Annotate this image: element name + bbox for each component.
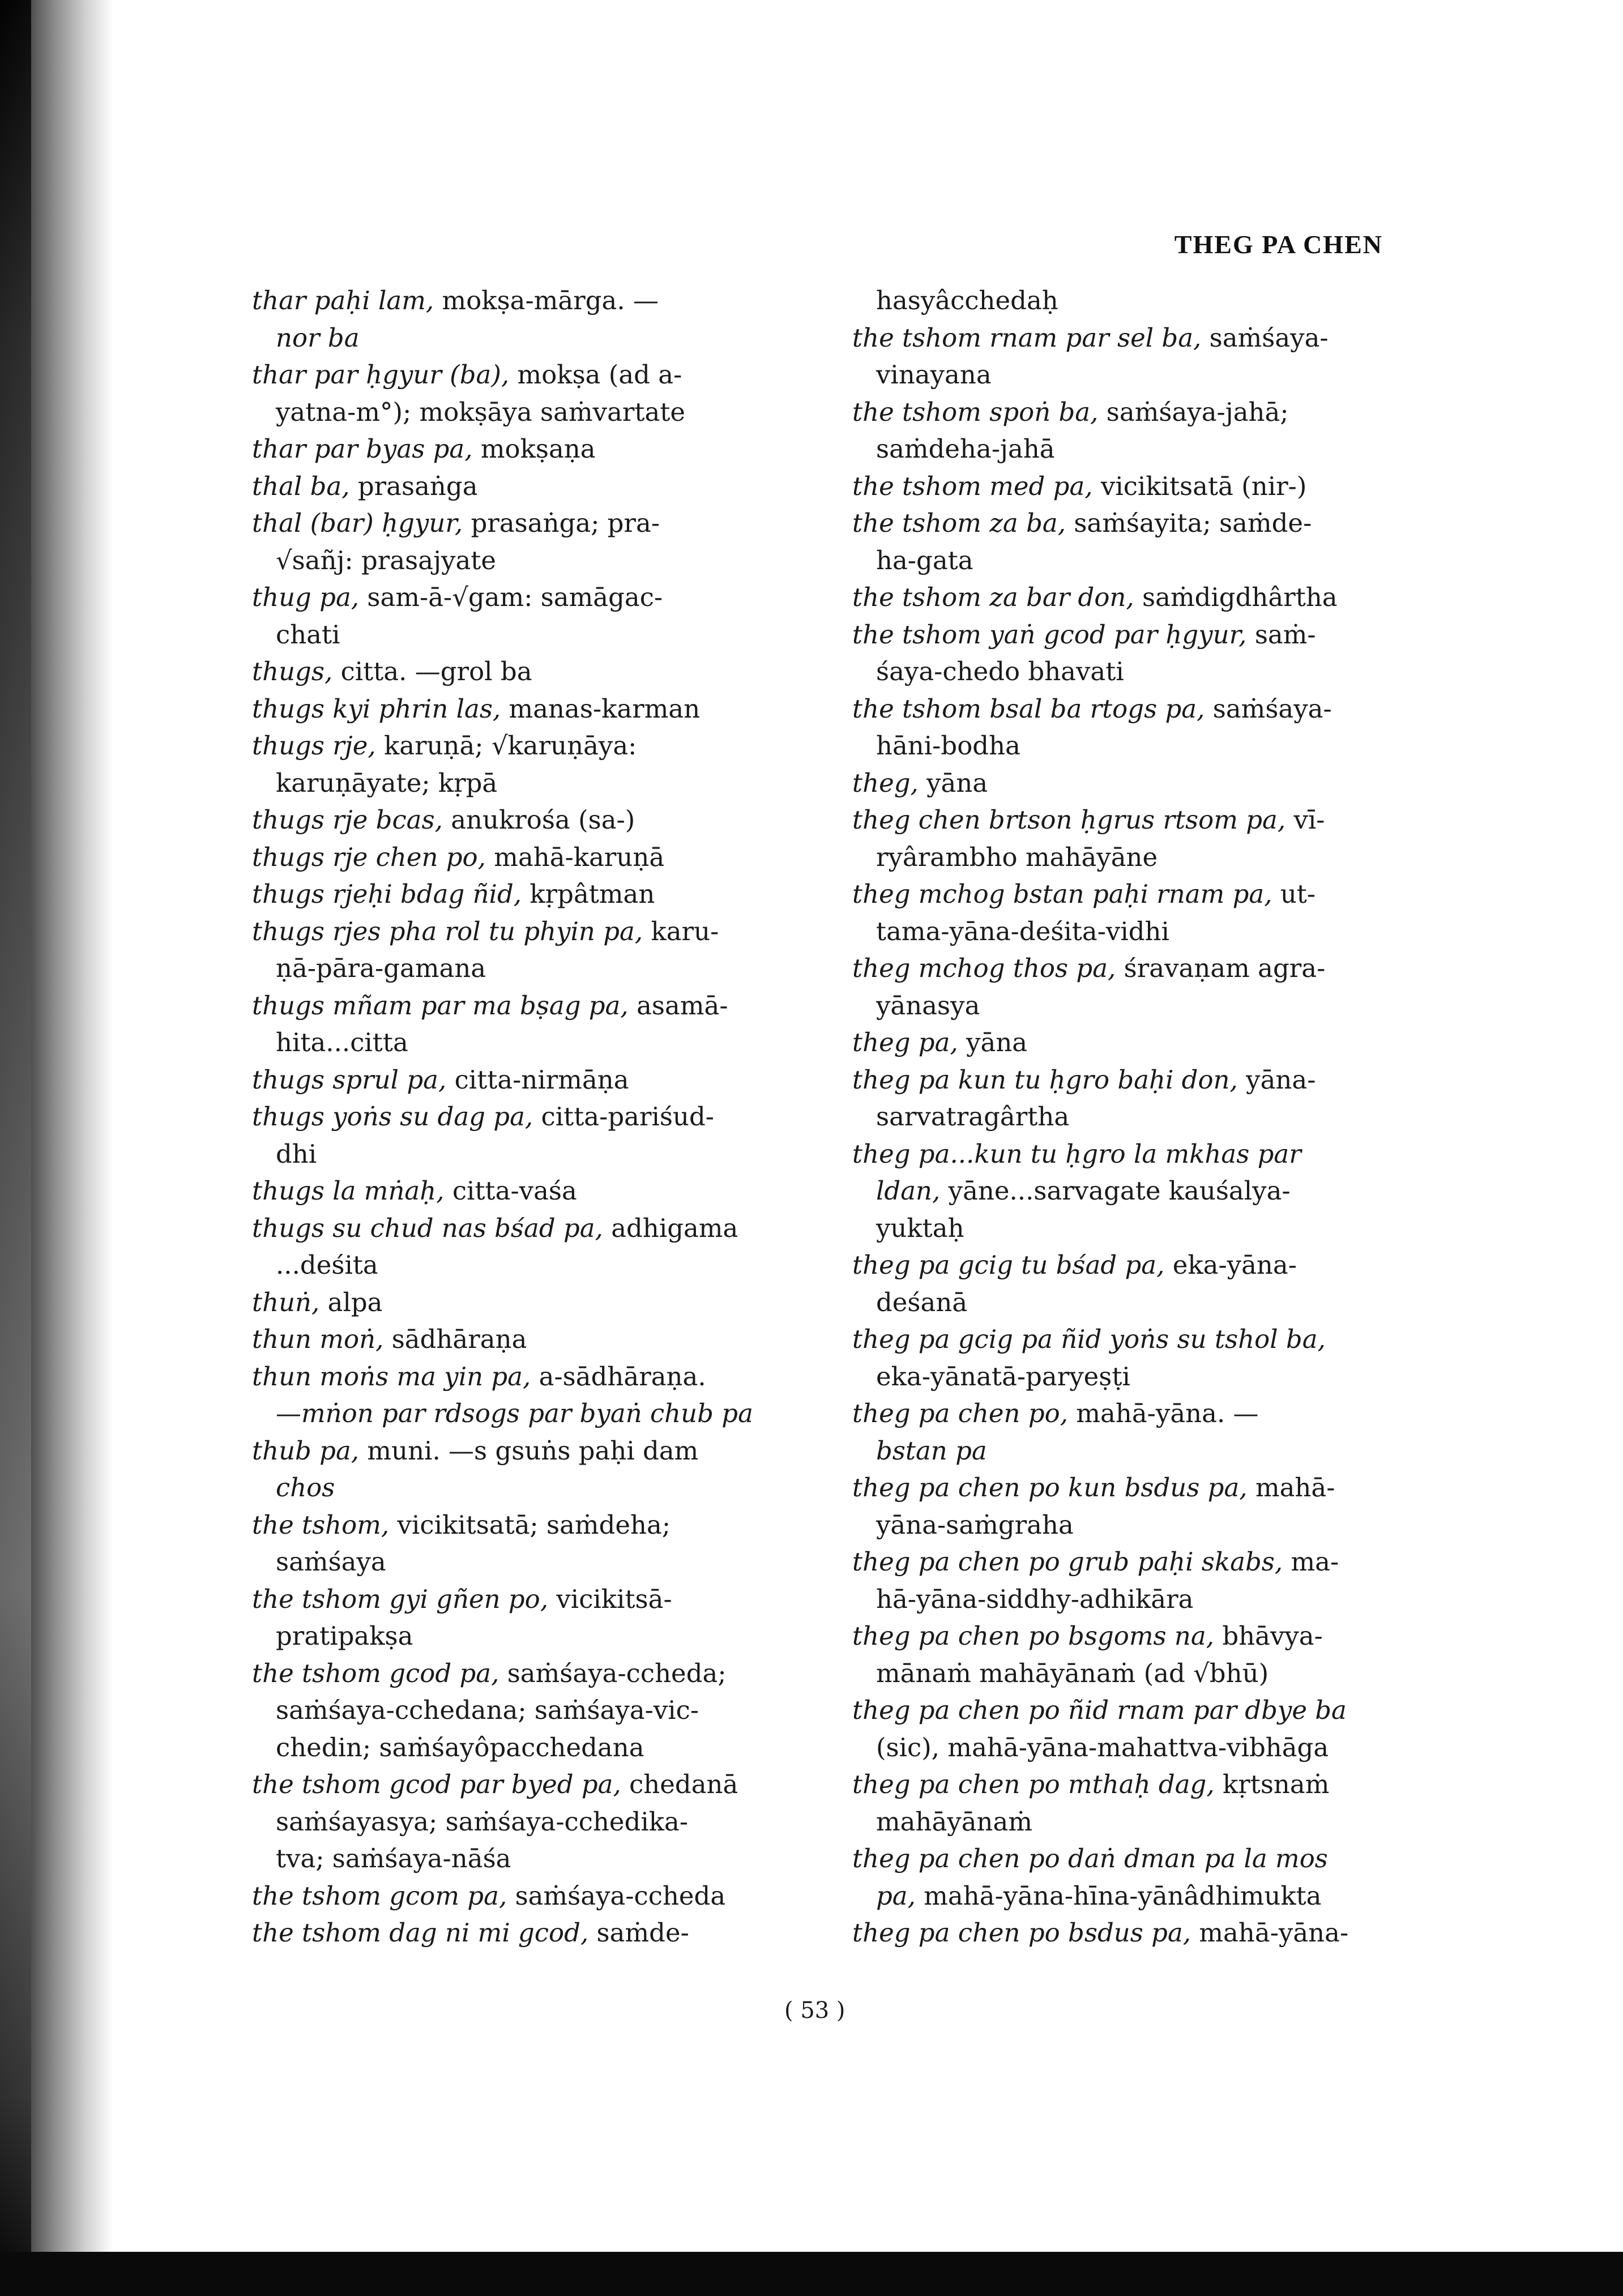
dictionary-line — [252, 319, 818, 357]
sanskrit-equivalent: saṁśaya-jahā; — [1106, 396, 1289, 427]
dictionary-line — [252, 1914, 818, 1952]
dictionary-line — [852, 839, 1419, 876]
dictionary-line — [852, 801, 1419, 839]
sanskrit-equivalent: deśanā — [876, 1287, 968, 1317]
dictionary-line — [852, 1840, 1419, 1877]
tibetan-term: theg chen brtson ḥgrus rtsom pa, — [852, 805, 1286, 835]
dictionary-line — [252, 1543, 818, 1581]
dictionary-line — [252, 913, 818, 950]
sanskrit-equivalent: bhāvya- — [1222, 1621, 1323, 1651]
sanskrit-equivalent: ryârambho mahāyāne — [876, 842, 1158, 872]
dictionary-line — [852, 282, 1419, 319]
dictionary-line — [852, 950, 1419, 987]
dictionary-line — [252, 1729, 818, 1766]
sanskrit-equivalent: sādhāraṇa — [391, 1324, 527, 1354]
sanskrit-equivalent: karu- — [651, 916, 719, 946]
sanskrit-equivalent: ut- — [1280, 879, 1316, 909]
dictionary-line — [252, 987, 818, 1025]
tibetan-term: the tshom, — [252, 1509, 390, 1540]
sanskrit-equivalent: saṁśaya-cchedana; saṁśaya-vic- — [276, 1695, 699, 1725]
tibetan-term: thugs mñam par ma bṣag pa, — [252, 990, 629, 1021]
tibetan-term: thug pa, — [252, 582, 360, 612]
sanskrit-equivalent: anukrośa (sa-) — [451, 805, 635, 835]
dictionary-line — [852, 468, 1419, 505]
dictionary-line — [252, 1172, 818, 1210]
sanskrit-equivalent: citta. —grol ba — [340, 656, 532, 686]
sanskrit-equivalent: hasyâcchedaḥ — [876, 285, 1058, 315]
tibetan-term: nor ba — [276, 322, 360, 353]
sanskrit-equivalent: mānaṁ mahāyānaṁ (ad √bhū) — [876, 1658, 1269, 1688]
tibetan-term: theg pa chen po ñid rnam par dbye ba — [852, 1695, 1347, 1725]
dictionary-line — [852, 394, 1419, 431]
sanskrit-equivalent: eka-yāna- — [1172, 1250, 1297, 1280]
tibetan-term: thub pa, — [252, 1435, 360, 1466]
tibetan-term: chos — [276, 1473, 335, 1503]
tibetan-term: thugs rje, — [252, 731, 376, 761]
sanskrit-equivalent: citta-vaśa — [452, 1176, 577, 1206]
sanskrit-equivalent: sam-ā-√gam: samāgac- — [367, 582, 663, 612]
sanskrit-equivalent: saṁśaya- — [1209, 322, 1329, 353]
sanskrit-equivalent: ma- — [1291, 1547, 1339, 1577]
sanskrit-equivalent: alpa — [327, 1287, 383, 1317]
dictionary-line — [252, 690, 818, 728]
right-column — [852, 282, 1419, 1952]
dictionary-line — [852, 1395, 1419, 1432]
sanskrit-equivalent: √sañj: prasajyate — [276, 545, 496, 575]
sanskrit-equivalent: mahā-karuṇā — [494, 842, 665, 872]
tibetan-term: thar par byas pa, — [252, 434, 473, 464]
tibetan-term: theg pa chen po bsgoms na, — [852, 1621, 1215, 1651]
sanskrit-equivalent: mokṣaṇa — [480, 434, 596, 464]
dictionary-line — [252, 394, 818, 431]
tibetan-term: theg, — [852, 767, 919, 798]
dictionary-line — [252, 1210, 818, 1247]
dictionary-line — [252, 1395, 818, 1432]
tibetan-term: theg pa chen po grub paḥi skabs, — [852, 1547, 1283, 1577]
dictionary-line — [252, 1840, 818, 1877]
tibetan-term: theg mchog thos pa, — [852, 953, 1116, 983]
sanskrit-equivalent: saṁdeha-jahā — [876, 434, 1055, 464]
dictionary-line — [252, 801, 818, 839]
dictionary-line — [852, 653, 1419, 690]
sanskrit-equivalent: ...deśita — [276, 1250, 378, 1280]
sanskrit-equivalent: saṁśaya-ccheda — [515, 1880, 726, 1911]
sanskrit-equivalent: chati — [276, 619, 340, 650]
sanskrit-equivalent: yuktaḥ — [876, 1213, 964, 1243]
sanskrit-equivalent: saṁśaya- — [1212, 693, 1332, 724]
sanskrit-equivalent: mokṣa (ad a- — [517, 360, 682, 390]
dictionary-line — [852, 1655, 1419, 1692]
dictionary-line — [852, 1210, 1419, 1247]
tibetan-term: theg pa chen po daṅ dman pa la mos — [852, 1843, 1328, 1873]
tibetan-term: thal ba, — [252, 471, 350, 501]
tibetan-term: theg pa gcig tu bśad pa, — [852, 1250, 1165, 1280]
sanskrit-equivalent: kṛpâtman — [529, 879, 655, 909]
dictionary-line — [252, 468, 818, 505]
sanskrit-equivalent: karuṇāyate; kṛpā — [276, 767, 498, 798]
sanskrit-equivalent: prasaṅga — [357, 471, 478, 501]
dictionary-line — [852, 1432, 1419, 1470]
tibetan-term: theg mchog bstan paḥi rnam pa, — [852, 879, 1272, 909]
tibetan-term: thugs, — [252, 656, 333, 686]
dictionary-line — [852, 1469, 1419, 1507]
dictionary-line — [852, 1136, 1419, 1173]
tibetan-term: the tshom rnam par sel ba, — [852, 322, 1202, 353]
tibetan-term: thugs rje bcas, — [252, 805, 443, 835]
dictionary-line — [252, 653, 818, 690]
dictionary-line — [252, 356, 818, 394]
sanskrit-equivalent: mahāyānaṁ — [876, 1806, 1033, 1837]
sanskrit-equivalent: vicikitsā- — [556, 1584, 672, 1614]
tibetan-term: the tshom bsal ba rtogs pa, — [852, 693, 1205, 724]
sanskrit-equivalent: vicikitsatā; saṁdeha; — [397, 1509, 671, 1540]
dictionary-line — [852, 727, 1419, 765]
tibetan-term: the tshom gcod par byed pa, — [252, 1769, 621, 1799]
sanskrit-equivalent: citta-nirmāṇa — [454, 1064, 629, 1095]
dictionary-line — [252, 1618, 818, 1655]
dictionary-line — [852, 1098, 1419, 1136]
dictionary-line — [252, 1284, 818, 1321]
dictionary-line — [252, 765, 818, 802]
sanskrit-equivalent: chedanā — [629, 1769, 738, 1799]
tibetan-term: thar paḥi lam, — [252, 285, 434, 315]
dictionary-line — [252, 727, 818, 765]
tibetan-term: thugs rjes pha rol tu phyin pa, — [252, 916, 643, 946]
dictionary-line — [852, 1507, 1419, 1544]
sanskrit-equivalent: saṁśaya — [276, 1547, 386, 1577]
sanskrit-equivalent: mahā- — [1255, 1473, 1335, 1503]
tibetan-term: the tshom dag ni mi gcod, — [252, 1918, 589, 1948]
sanskrit-equivalent: tama-yāna-deśita-vidhi — [876, 916, 1169, 946]
dictionary-line — [852, 876, 1419, 913]
dictionary-line — [252, 1581, 818, 1618]
sanskrit-equivalent: a-sādhāraṇa. — [539, 1361, 706, 1392]
dictionary-line — [852, 1321, 1419, 1358]
sanskrit-equivalent: hāni-bodha — [876, 731, 1020, 761]
dictionary-line — [252, 950, 818, 987]
page-number: ( 53 ) — [784, 1998, 845, 2024]
dictionary-line — [852, 542, 1419, 579]
dictionary-line — [852, 1581, 1419, 1618]
dictionary-line — [252, 1098, 818, 1136]
sanskrit-equivalent: citta-pariśud- — [541, 1102, 714, 1132]
dictionary-line — [252, 1766, 818, 1803]
sanskrit-equivalent: mokṣa-mārga. — — [442, 285, 659, 315]
dictionary-line — [252, 1247, 818, 1284]
tibetan-term: the tshom gcod pa, — [252, 1658, 499, 1688]
tibetan-term: thugs rje chen po, — [252, 842, 486, 872]
sanskrit-equivalent: mahā-yāna- — [1199, 1918, 1349, 1948]
dictionary-line — [852, 430, 1419, 468]
left-column — [252, 282, 818, 1952]
dictionary-line — [252, 616, 818, 654]
tibetan-term: thugs rjeḥi bdag ñid, — [252, 879, 522, 909]
tibetan-term: theg pa chen po mthaḥ dag, — [852, 1769, 1215, 1799]
dictionary-line — [252, 1655, 818, 1692]
tibetan-term: the tshom med pa, — [852, 471, 1093, 501]
dictionary-line — [852, 1061, 1419, 1099]
sanskrit-equivalent: chedin; saṁśayôpacchedana — [276, 1732, 644, 1762]
dictionary-line — [852, 1618, 1419, 1655]
tibetan-term: the tshom spoṅ ba, — [852, 396, 1099, 427]
dictionary-line — [252, 1321, 818, 1358]
dictionary-line — [852, 1766, 1419, 1803]
tibetan-term: theg pa chen po bsdus pa, — [852, 1918, 1191, 1948]
sanskrit-equivalent: kṛtsnaṁ — [1222, 1769, 1330, 1799]
dictionary-line — [252, 1024, 818, 1061]
dictionary-line — [252, 505, 818, 542]
sanskrit-equivalent: dhi — [276, 1138, 317, 1169]
dictionary-line — [252, 542, 818, 579]
sanskrit-equivalent: vicikitsatā (nir-) — [1100, 471, 1307, 501]
dictionary-line — [852, 1729, 1419, 1766]
scan-bottom-edge — [0, 2252, 1623, 2296]
sanskrit-equivalent: saṁ- — [1254, 619, 1316, 650]
sanskrit-equivalent: saṁśaya-ccheda; — [507, 1658, 727, 1688]
sanskrit-equivalent: śravaṇam agra- — [1124, 953, 1326, 983]
sanskrit-equivalent: asamā- — [637, 990, 728, 1021]
dictionary-line — [252, 1432, 818, 1470]
dictionary-line — [252, 876, 818, 913]
sanskrit-equivalent: saṁde- — [596, 1918, 689, 1948]
sanskrit-equivalent: manas-karman — [509, 693, 701, 724]
sanskrit-equivalent: pratipakṣa — [276, 1621, 413, 1651]
tibetan-term: the tshom za ba, — [852, 508, 1066, 538]
sanskrit-equivalent: prasaṅga; pra- — [471, 508, 660, 538]
sanskrit-equivalent: yāna — [966, 1027, 1028, 1057]
dictionary-line — [252, 1136, 818, 1173]
tibetan-term: pa, — [876, 1880, 916, 1911]
sanskrit-equivalent: yāne...sarvagate kauśalya- — [948, 1176, 1291, 1206]
dictionary-line — [852, 1358, 1419, 1395]
dictionary-line — [852, 987, 1419, 1025]
tibetan-term: theg pa chen po kun bsdus pa, — [852, 1473, 1248, 1503]
tibetan-term: theg pa, — [852, 1027, 958, 1057]
sanskrit-equivalent: sarvatragârtha — [876, 1102, 1070, 1132]
dictionary-line — [252, 1803, 818, 1841]
tibetan-term: thuṅ, — [252, 1287, 320, 1317]
tibetan-term: theg pa gcig pa ñid yoṅs su tshol ba, — [852, 1324, 1326, 1354]
tibetan-term: the tshom za bar don, — [852, 582, 1134, 612]
sanskrit-equivalent: ha-gata — [876, 545, 973, 575]
tibetan-term: theg pa...kun tu ḥgro la mkhas par — [852, 1138, 1301, 1169]
dictionary-line — [852, 1877, 1419, 1915]
dictionary-line — [252, 430, 818, 468]
dictionary-line — [852, 1024, 1419, 1061]
dictionary-line — [852, 1172, 1419, 1210]
dictionary-line — [852, 765, 1419, 802]
sanskrit-equivalent: yānasya — [876, 990, 980, 1021]
dictionary-line — [852, 1692, 1419, 1729]
sanskrit-equivalent: yāna- — [1246, 1064, 1316, 1095]
sanskrit-equivalent: ṇā-pāra-gamana — [276, 953, 486, 983]
tibetan-term: thugs sprul pa, — [252, 1064, 447, 1095]
dictionary-line — [252, 1692, 818, 1729]
dictionary-line — [252, 1469, 818, 1507]
dictionary-line — [252, 839, 818, 876]
tibetan-term: thugs su chud nas bśad pa, — [252, 1213, 603, 1243]
sanskrit-equivalent: tva; saṁśaya-nāśa — [276, 1843, 511, 1873]
tibetan-term: ldan, — [876, 1176, 941, 1206]
sanskrit-equivalent: vī- — [1293, 805, 1325, 835]
running-head: THEG PA CHEN — [1174, 230, 1383, 259]
tibetan-term: the tshom gyi gñen po, — [252, 1584, 549, 1614]
dictionary-line — [252, 1507, 818, 1544]
sanskrit-equivalent: saṁdigdhârtha — [1142, 582, 1338, 612]
sanskrit-equivalent: hā-yāna-siddhy-adhikāra — [876, 1584, 1194, 1614]
sanskrit-equivalent: vinayana — [876, 360, 992, 390]
tibetan-term: —mṅon par rdsogs par byaṅ chub pa — [276, 1398, 753, 1428]
sanskrit-equivalent: saṁśayasya; saṁśaya-cchedika- — [276, 1806, 689, 1837]
sanskrit-equivalent: śaya-chedo bhavati — [876, 656, 1124, 686]
tibetan-term: thun moṅ, — [252, 1324, 384, 1354]
tibetan-term: thar par ḥgyur (ba), — [252, 360, 510, 390]
tibetan-term: theg pa kun tu ḥgro baḥi don, — [852, 1064, 1238, 1095]
sanskrit-equivalent: adhigama — [611, 1213, 738, 1243]
dictionary-line — [852, 356, 1419, 394]
sanskrit-equivalent: yāna — [926, 767, 988, 798]
sanskrit-equivalent: mahā-yāna-hīna-yānâdhimukta — [924, 1880, 1322, 1911]
sanskrit-equivalent: karuṇā; √karuṇāya: — [383, 731, 637, 761]
sanskrit-equivalent: (sic), mahā-yāna-mahattva-vibhāga — [876, 1732, 1329, 1762]
binding-edge — [0, 0, 31, 2296]
dictionary-line — [852, 1914, 1419, 1952]
dictionary-line — [852, 913, 1419, 950]
tibetan-term: the tshom yaṅ gcod par ḥgyur, — [852, 619, 1247, 650]
dictionary-line — [852, 1543, 1419, 1581]
dictionary-line — [252, 1061, 818, 1099]
tibetan-term: bstan pa — [876, 1435, 987, 1466]
sanskrit-equivalent: muni. —s gsuṅs paḥi dam — [367, 1435, 699, 1466]
sanskrit-equivalent: eka-yānatā-paryeṣṭi — [876, 1361, 1130, 1392]
sanskrit-equivalent: yāna-saṁgraha — [876, 1509, 1074, 1540]
dictionary-line — [852, 690, 1419, 728]
dictionary-line — [852, 1803, 1419, 1841]
dictionary-line — [252, 579, 818, 616]
sanskrit-equivalent: yatna-m°); mokṣāya saṁvartate — [276, 396, 686, 427]
dictionary-line — [252, 282, 818, 319]
dictionary-line — [852, 1247, 1419, 1284]
dictionary-line — [852, 616, 1419, 654]
tibetan-term: thun moṅs ma yin pa, — [252, 1361, 531, 1392]
tibetan-term: thugs la mṅaḥ, — [252, 1176, 445, 1206]
sanskrit-equivalent: hita...citta — [276, 1027, 408, 1057]
dictionary-line — [252, 1358, 818, 1395]
tibetan-term: theg pa chen po, — [852, 1398, 1069, 1428]
dictionary-line — [852, 1284, 1419, 1321]
tibetan-term: thugs yoṅs su dag pa, — [252, 1102, 533, 1132]
dictionary-line — [852, 319, 1419, 357]
tibetan-term: the tshom gcom pa, — [252, 1880, 507, 1911]
dictionary-line — [852, 579, 1419, 616]
tibetan-term: thugs kyi phrin las, — [252, 693, 501, 724]
sanskrit-equivalent: saṁśayita; saṁde- — [1074, 508, 1312, 538]
tibetan-term: thal (bar) ḥgyur, — [252, 508, 463, 538]
sanskrit-equivalent: mahā-yāna. — — [1076, 1398, 1259, 1428]
dictionary-line — [852, 505, 1419, 542]
dictionary-line — [252, 1877, 818, 1915]
